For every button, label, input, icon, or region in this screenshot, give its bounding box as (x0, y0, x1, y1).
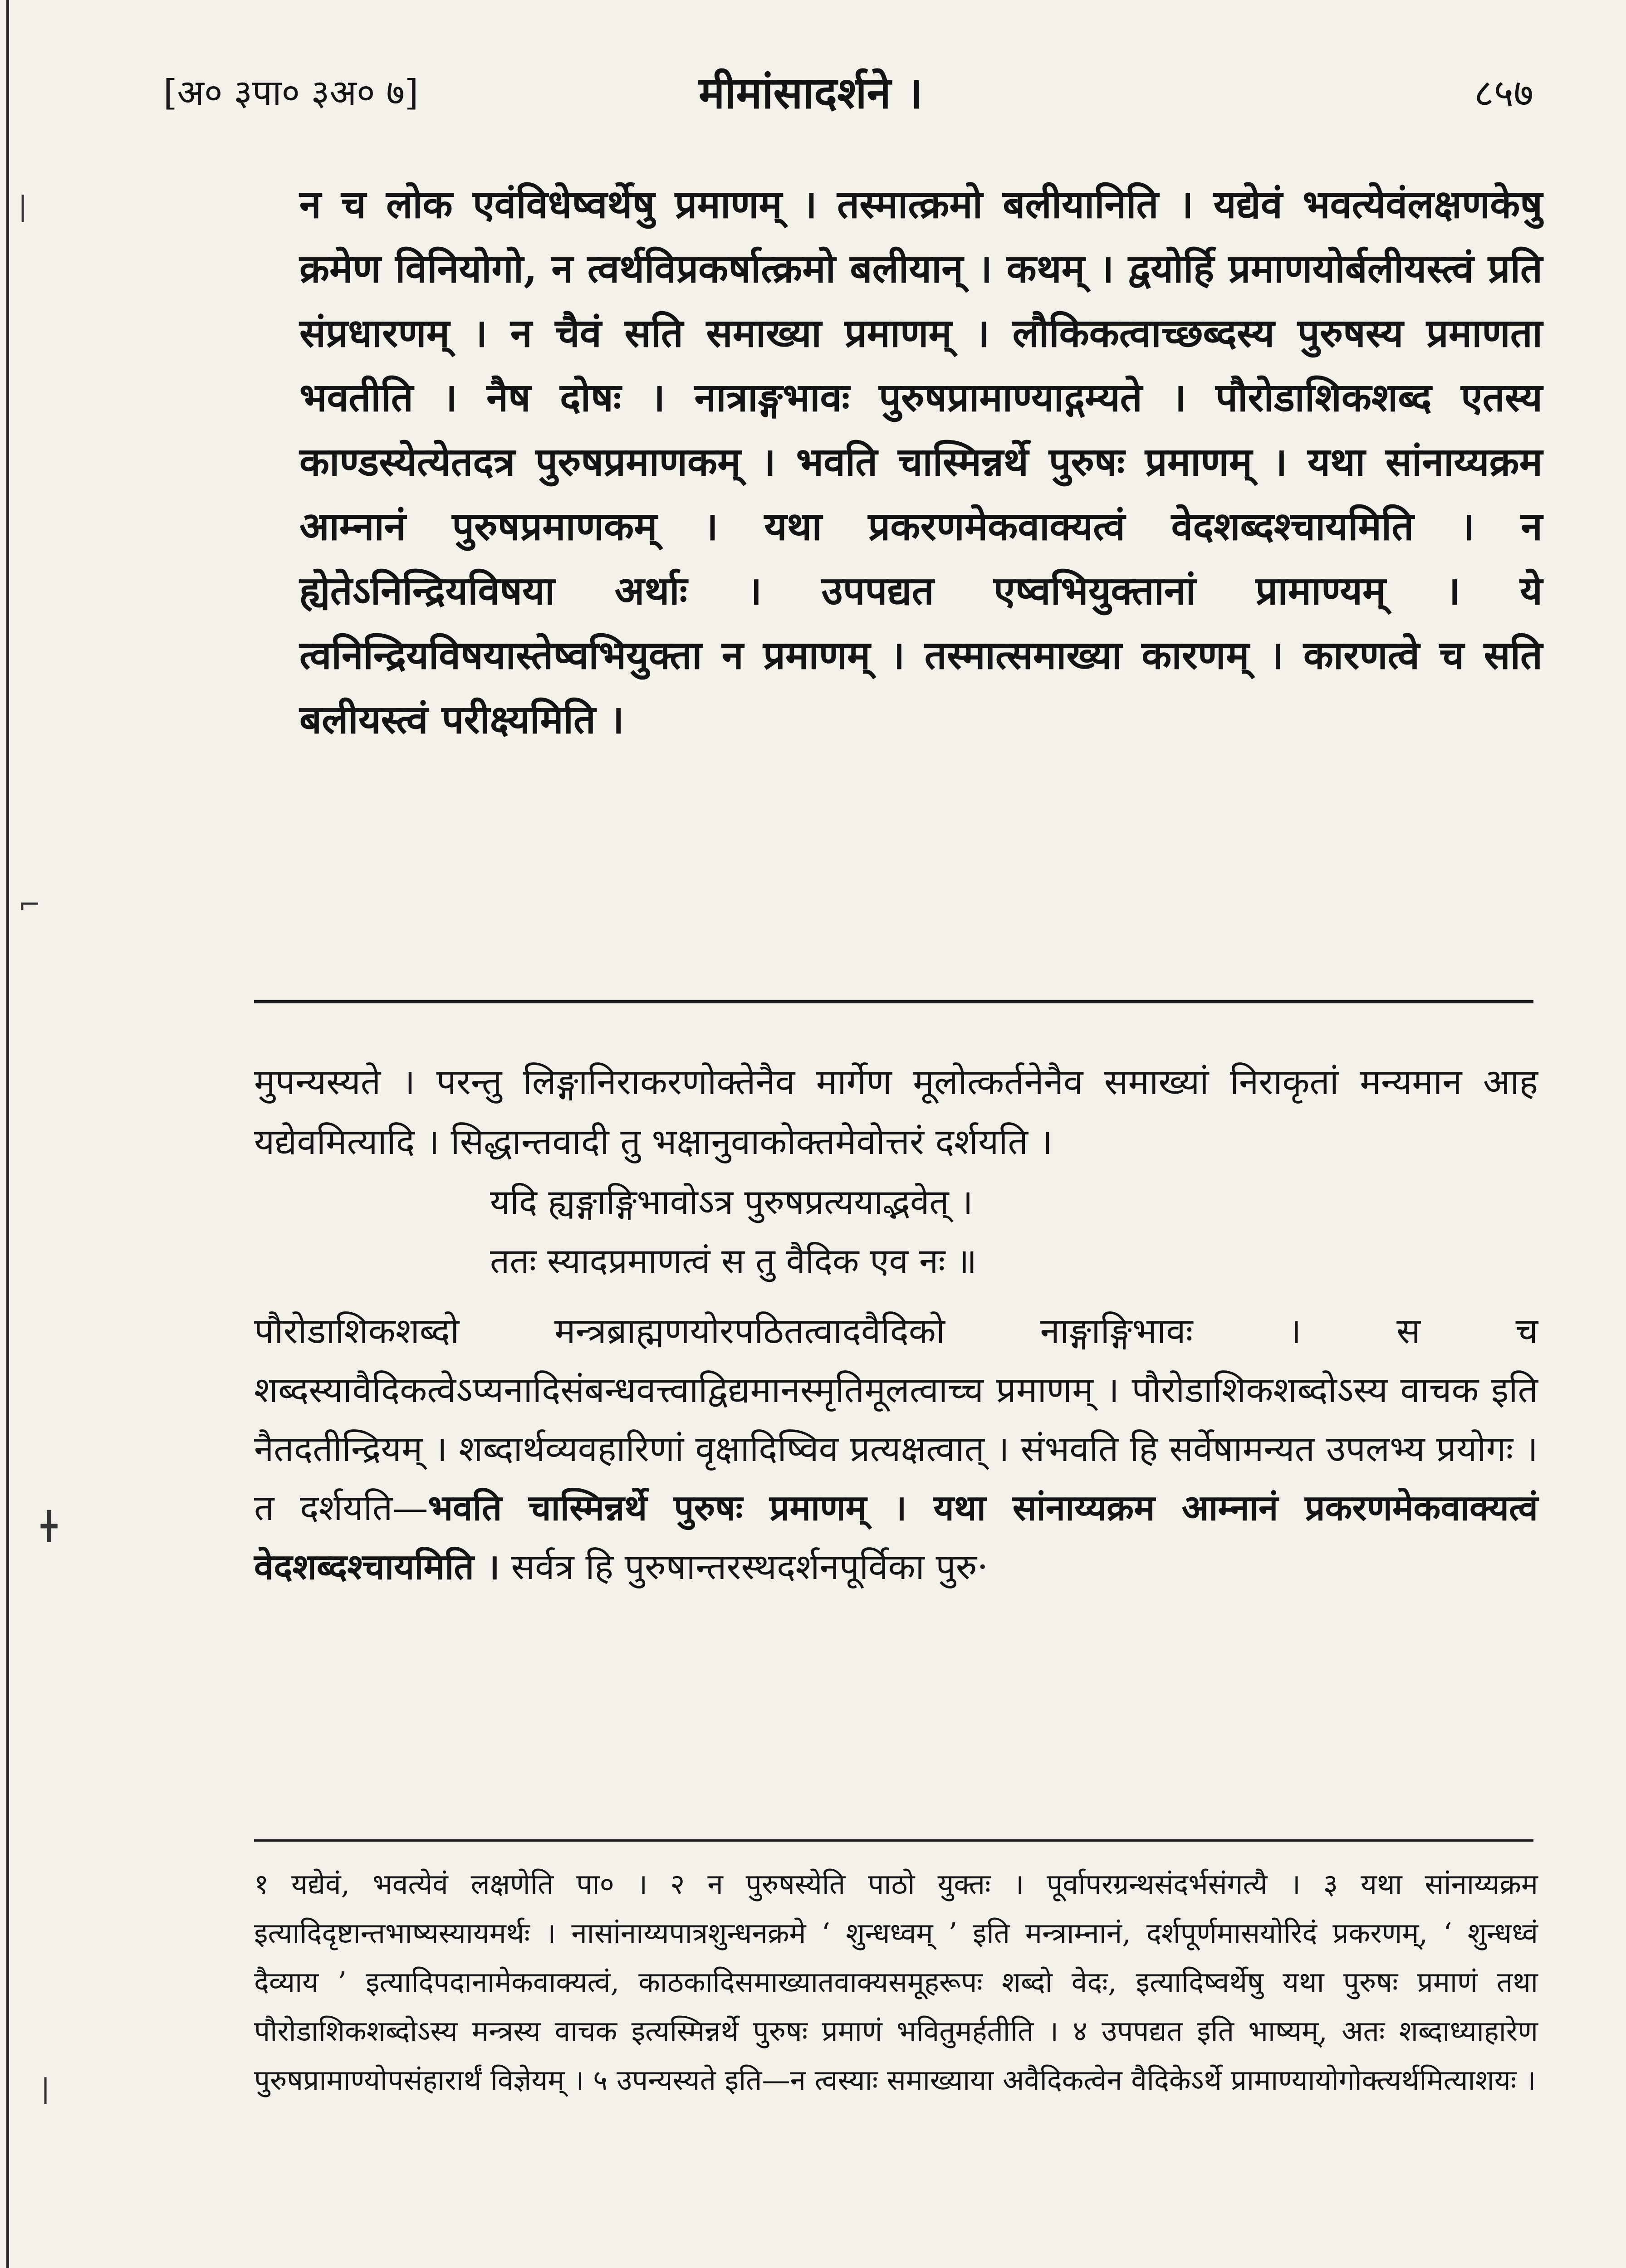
commentary-tail: सर्वत्र हि पुरुषान्तरस्थदर्शनपूर्विका पुरु· (500, 1547, 989, 1588)
running-header (163, 68, 1533, 136)
main-text-block: न च लोक एवंविधेष्वर्थेषु प्रमाणम् । तस्मात्क्रमो बलीयानिति । यद्येवं भवत्येवंलक्षणकेषु क्रमेण विनियोगो, न त्वर्थविप्रकर्षात्क्रमो बलीयान् । कथम् । द्वयोर्हि प्रमाणयोर्बलीयस्त्वं प्रति संप्रधारणम् । न चैवं सति समाख्या प्रमाणम् । लौकिकत्वाच्छब्दस्य पुरुषस्य प्रमाणता भवतीति । नैष दोषः । नात्राङ्गभावः पुरुषप्रामाण्याद्गम्यते । पौरोडाशिकशब्द एतस्य काण्डस्येत्येतदत्र पुरुषप्रमाणकम् । भवति चास्मिन्नर्थे पुरुषः प्रमाणम् । यथा सांनाय्यक्रम आम्नानं पुरुषप्रमाणकम् । यथा प्रकरणमेकवाक्यत्वं वेदशब्दश्चायमिति । न ह्येतेऽनिन्द्रियविषया अर्थाः । उपपद्यत एष्वभियुक्तानां प्रामाण्यम् । ये त्वनिन्द्रियविषयास्तेष्वभियुक्ता न प्रमाणम् । तस्मात्समाख्या कारणम् । कारणत्वे च सति बलीयस्त्वं परीक्ष्यमिति । (299, 181, 1543, 743)
section-divider (254, 1000, 1533, 1003)
footnote-divider (254, 1839, 1533, 1842)
commentary-body (254, 1302, 1538, 1597)
binding-edge (6, 0, 9, 2268)
footnotes: १ यद्येवं, भवत्येवं लक्षणेति पा० । २ न पुरुषस्येति पाठो युक्तः । पूर्वापरग्रन्थसंदर्भसंगत्यै । ३ यथा सांनाय्यक्रम इत्यादिदृष्टान्तभाष्यस्यायमर्थः । नासांनाय्यपात्रशुन्धनक्रमे ‘ शुन्धध्वम् ’ इति मन्त्राम्नानं, दर्शपूर्णमासयोरिदं प्रकरणम्, ‘ शुन्धध्वं दैव्याय ’ इत्यादिपदानामेकवाक्यत्वं, काठकादिसमाख्यातवाक्यसमूहरूपः शब्दो वेदः, इत्यादिष्वर्थेषु यथा पुरुषः प्रमाणं तथा पौरोडाशिकशब्दोऽस्य मन्त्रस्य वाचक इत्यस्मिन्नर्थे पुरुषः प्रमाणं भवितुमर्हतीति । ४ उपपद्यत इति भाष्यम्, अतः शब्दाध्याहारेण पुरुषप्रामाण्योपसंहारार्थं विज्ञेयम् । ५ उपन्यस्यते इति—न त्वस्याः समाख्याया अवैदिकत्वेन वैदिकेऽर्थे प्रामाण्यायोगोक्त्यर्थमित्याशयः । (254, 1867, 1538, 2097)
margin-mark: ⌐ (18, 889, 41, 921)
commentary-intro: मुपन्यस्यते । परन्तु लिङ्गानिराकरणोक्तेनैव मार्गेण मूलोत्कर्तनेनैव समाख्यां निराकृतां मन्यमान आह यद्येवमित्यादि । सिद्धान्तवादी तु भक्षानुवाकोक्तमेवोत्तरं दर्शयति । (254, 1062, 1538, 1163)
margin-mark: | (41, 2073, 50, 2105)
commentary-body-text: पौरोडाशिकशब्दो मन्त्रब्राह्मणयोरपठितत्वादवैदिको नाङ्गाङ्गिभावः । स च शब्दस्यावैदिकत्वेऽप्यनादिसंबन्धवत्त्वाद्विद्यमानस्मृतिमूलत्वाच्च प्रमाणम् । पौरोडाशिकशब्दोऽस्य वाचक इति नैतदतीन्द्रियम् । शब्दार्थव्यवहारिणां वृक्षादिष्विव प्रत्यक्षत्वात् । संभवति हि सर्वेषामन्यत उपलभ्य प्रयोगः । त दर्शयति— (254, 1311, 1538, 1529)
header-title: मीमांसादर्शने । (699, 67, 923, 118)
header-section-ref: [अ० ३पा० ३अ० ७] (163, 73, 419, 113)
verse-line-1: यदि ह्यङ्गाङ्गिभावोऽत्र पुरुषप्रत्ययाद्भवेत् । (490, 1182, 973, 1222)
margin-mark: ╋ (41, 1510, 58, 1542)
verse-line-2: ततः स्यादप्रमाणत्वं स तु वैदिक एव नः ॥ (490, 1241, 977, 1281)
margin-mark: | (18, 191, 28, 222)
commentary-quote: भवति चास्मिन्नर्थे पुरुषः प्रमाणम् । यथा सांनाय्यक्रम आम्नानं प्रकरणमेकवाक्यत्वं वेदशब्दश्चायमिति । (254, 1487, 1538, 1588)
header-page-number: ८५७ (1474, 71, 1533, 115)
